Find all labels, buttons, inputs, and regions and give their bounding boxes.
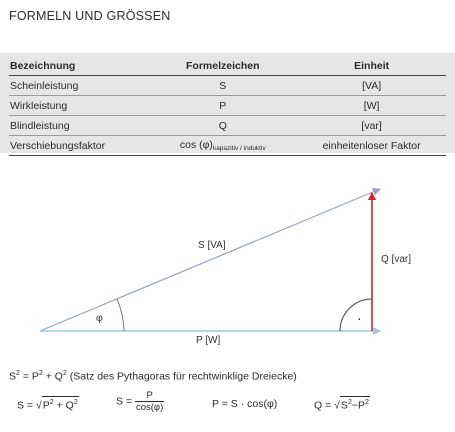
symbol-text: cos (φ) [179, 139, 213, 151]
formula-part: S = [116, 395, 135, 408]
active-power-formula: P = S · cos(φ) [212, 398, 278, 410]
formula-exponent: 2 [16, 370, 20, 377]
formula-part: + Q [42, 370, 63, 383]
formula-exponent: 2 [38, 370, 43, 377]
formula-part: S [9, 370, 17, 383]
formula-exponent: 2 [347, 399, 352, 406]
table-row [9, 116, 446, 136]
formula-part: Q = [314, 399, 335, 412]
table-row [9, 136, 446, 156]
fraction [135, 390, 164, 413]
formula-part: S [340, 399, 348, 412]
row-symbol: S [148, 76, 296, 96]
table-header-row [9, 56, 446, 76]
row-symbol: P [148, 96, 296, 116]
angle-label: φ [96, 312, 103, 324]
right-angle-arc [340, 299, 372, 331]
column-header-symbol: Formelzeichen [148, 56, 296, 76]
vertical-label: Q [var] [381, 254, 412, 265]
column-header-designation: Bezeichnung [9, 56, 148, 76]
formula-note: (Satz des Pythagoras für rechtwinklige Dreiecke) [66, 370, 297, 383]
pythagoras-formula [9, 370, 297, 383]
right-angle-dot: · [357, 310, 362, 326]
formula-table [9, 56, 446, 156]
page-title: FORMELN UND GRÖSSEN [9, 9, 171, 23]
row-name: Verschiebungsfaktor [9, 136, 148, 156]
apparent-power-vector [40, 189, 380, 331]
radicand [42, 396, 79, 412]
horizontal-label: P [W] [196, 335, 221, 346]
formula-part: S = [17, 399, 36, 412]
formula-exponent: 2 [73, 399, 78, 406]
table-row [9, 96, 446, 116]
row-unit: einheitenloser Faktor [296, 136, 446, 156]
fraction-denominator: cos(φ) [135, 402, 164, 413]
row-name: Wirkleistung [9, 96, 148, 116]
row-symbol: Q [148, 116, 296, 136]
radicand [340, 396, 370, 412]
reactive-power-formula: $Q = √S^2-P^2$ [314, 396, 370, 412]
row-name: Scheinleistung [9, 76, 148, 96]
formula-table-panel [0, 53, 455, 153]
column-header-unit: Einheit [296, 56, 446, 76]
power-triangle-diagram [0, 175, 455, 350]
formula-part: −P [351, 399, 365, 412]
row-name: Blindleistung [9, 116, 148, 136]
formula-exponent: 2 [364, 399, 369, 406]
formula-part: + Q [53, 399, 74, 412]
row-symbol [148, 136, 296, 156]
formula-exponent: 2 [49, 399, 54, 406]
fraction-numerator: P [135, 390, 164, 402]
apparent-power-cos-formula [116, 390, 164, 413]
row-unit: [W] [296, 96, 446, 116]
formula-exponent: 2 [62, 370, 67, 377]
angle-arc [117, 299, 124, 331]
row-unit: [VA] [296, 76, 446, 96]
apparent-power-root-formula: $S = √P^2 + Q^2$ [17, 396, 79, 412]
hypotenuse-label: S [VA] [198, 240, 226, 251]
formula-part: P [42, 399, 50, 412]
table-row [9, 76, 446, 96]
row-unit: [var] [296, 116, 446, 136]
formula-part: = P [22, 370, 39, 383]
symbol-subscript: kapazitiv / induktiv [212, 145, 266, 152]
